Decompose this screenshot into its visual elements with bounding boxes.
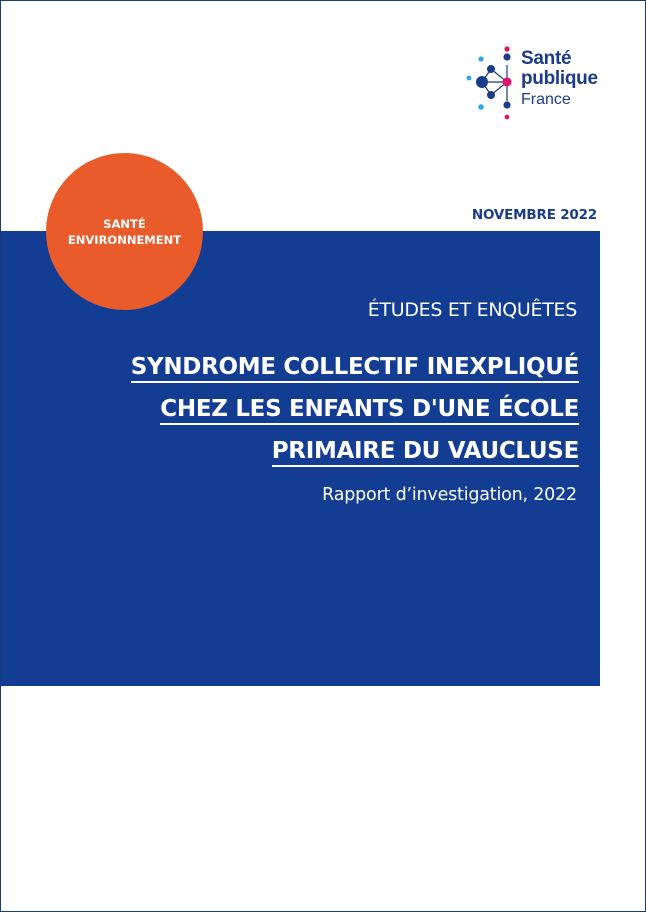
logo-wordmark-line-2: publique — [521, 68, 598, 89]
theme-badge — [46, 153, 203, 310]
logo-wordmark — [521, 49, 598, 110]
logo-wordmark-line-1: Santé — [521, 48, 572, 69]
report-title-line: PRIMAIRE DU VAUCLUSE — [272, 437, 579, 467]
report-title-line: CHEZ LES ENFANTS D'UNE ÉCOLE — [160, 395, 579, 425]
series-label: ÉTUDES ET ENQUÊTES — [367, 299, 577, 321]
logo-wordmark-line-3: France — [521, 91, 571, 108]
report-subtitle: Rapport d’investigation, 2022 — [322, 485, 577, 505]
report-title — [59, 349, 579, 475]
molecule-logo-icon — [465, 45, 521, 125]
theme-badge-line-2: ENVIRONNEMENT — [67, 232, 182, 247]
theme-badge-line-1: SANTÉ — [103, 216, 146, 231]
report-title-line: SYNDROME COLLECTIF INEXPLIQUÉ — [131, 353, 579, 383]
sante-publique-france-logo — [465, 45, 615, 125]
publication-date: NOVEMBRE 2022 — [471, 207, 597, 223]
